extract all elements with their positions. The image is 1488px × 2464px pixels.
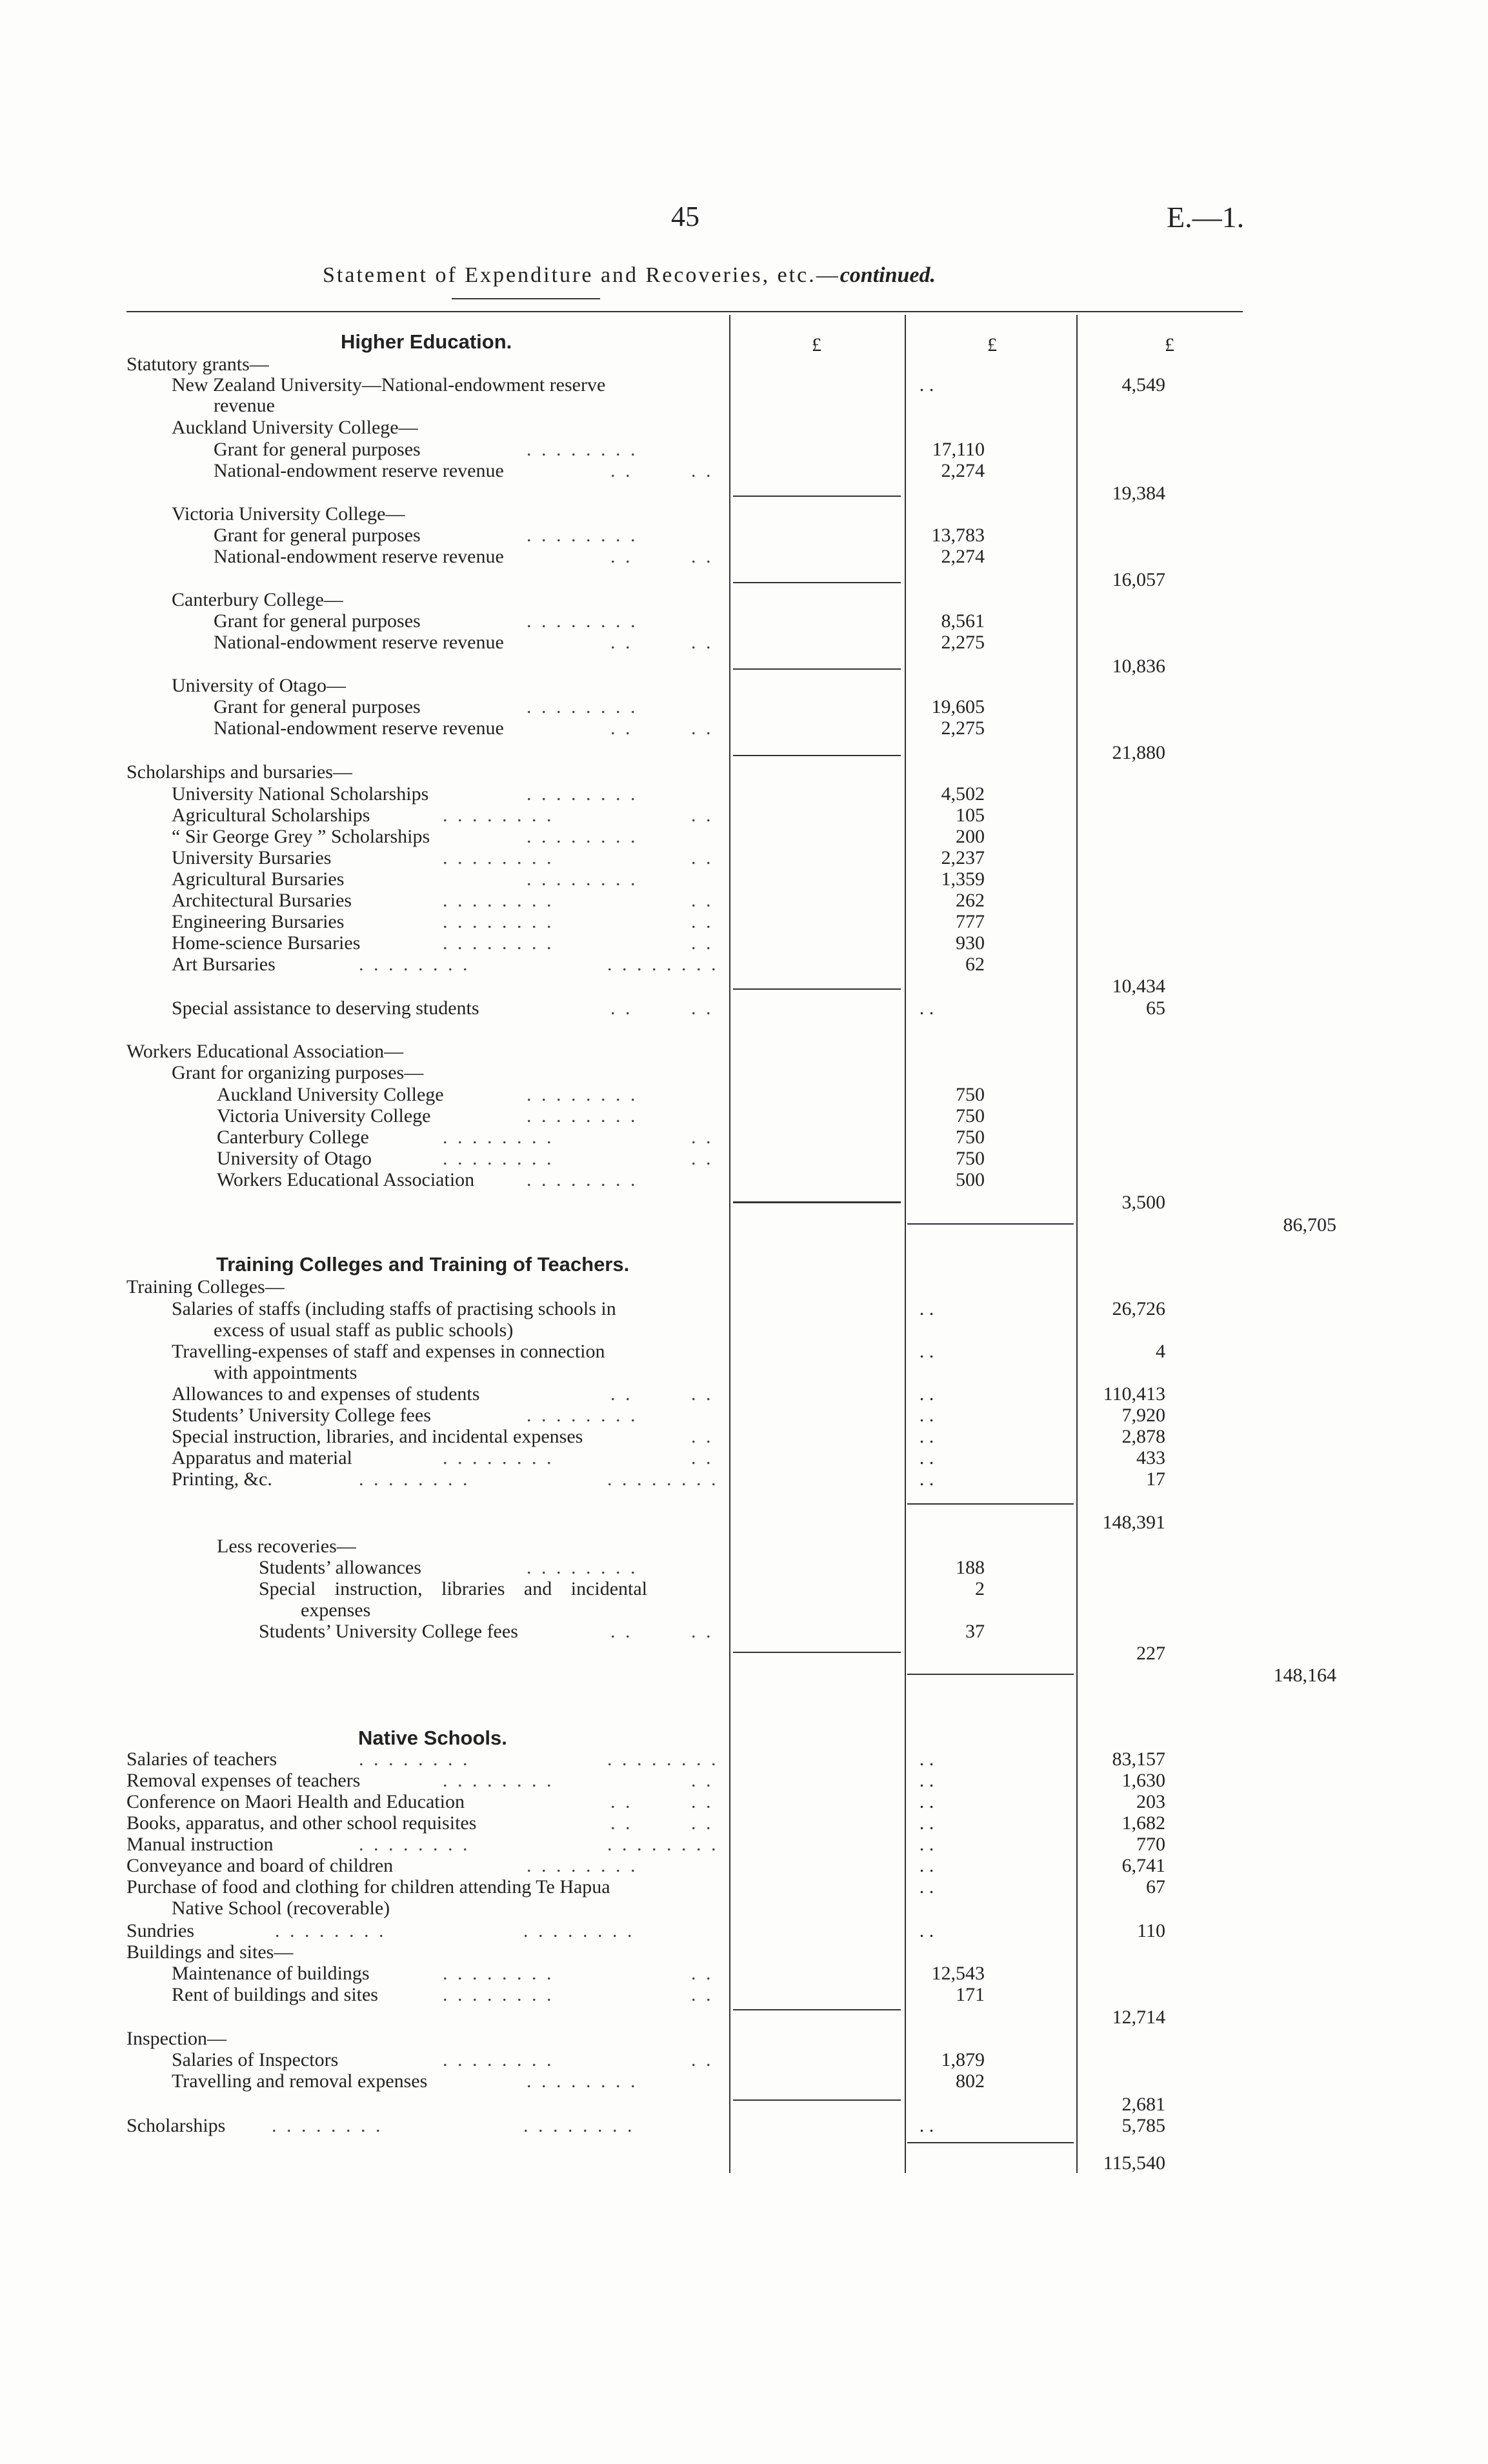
list-item: Architectural Bursaries . . . . . . . . . . 262 xyxy=(172,890,985,911)
recoveries-total-row: 227 xyxy=(1136,1643,1165,1664)
training-total-row: 148,164 xyxy=(1273,1665,1336,1686)
higher-education-total-row: 86,705 xyxy=(1283,1214,1336,1236)
section-title-higher-education: Higher Education. xyxy=(341,330,512,353)
list-item: University of Otago . . . . . . . . . . 750 xyxy=(217,1148,985,1169)
recovery-allowances-row: Students’ allowances . . . . . . . . 188 xyxy=(259,1557,985,1578)
special-assistance-row: Special assistance to deserving students . . . . . . 65 xyxy=(172,997,1165,1019)
wea-grant-heading: Grant for organizing purposes— xyxy=(172,1062,424,1083)
training-salaries-row: Salaries of staffs (including staffs of practising schools in . . 26,726 xyxy=(172,1298,1165,1319)
auckland-endowment-row: National-endowment reserve revenue . . . . 2,274 xyxy=(214,460,985,481)
wea-total-row: 3,500 xyxy=(1121,1192,1165,1213)
list-item: University Bursaries . . . . . . . . . . 2,237 xyxy=(172,847,985,868)
list-item: University National Scholarships . . . . . . . . 4,502 xyxy=(172,783,985,805)
list-item: Manual instruction . . . . . . . . . . . . . . . . . . 770 xyxy=(126,1834,1165,1855)
title-underline xyxy=(452,298,600,299)
auckland-total-row: 19,384 xyxy=(1112,483,1165,504)
list-item: Special instruction, libraries, and incidental expenses . . . . 2,878 xyxy=(172,1426,1165,1447)
list-item: Books, apparatus, and other school requisites . . . . . . 1,682 xyxy=(126,1812,1165,1834)
training-colleges-heading: Training Colleges— xyxy=(126,1276,285,1297)
purchase-food-cont: Native School (recoverable) xyxy=(172,1898,390,1919)
list-item: Conveyance and board of children . . . . . . . . . . 6,741 xyxy=(126,1855,1165,1876)
list-item: Printing, &c. . . . . . . . . . . . . . . . . . . 17 xyxy=(172,1468,1165,1490)
otago-total-row: 21,880 xyxy=(1112,742,1165,763)
list-item: Removal expenses of teachers . . . . . . . . . . . . 1,630 xyxy=(126,1770,1165,1791)
title-continued: continued. xyxy=(840,263,936,287)
top-rule xyxy=(126,311,1243,312)
victoria-heading: Victoria University College— xyxy=(172,503,405,525)
list-item: Apparatus and material . . . . . . . . . . . . 433 xyxy=(172,1447,1165,1468)
nz-university-row: New Zealand University—National-endowment reserve . . 4,549 xyxy=(172,374,1165,396)
training-gross-total-row: 148,391 xyxy=(1102,1512,1165,1533)
list-item: Salaries of teachers . . . . . . . . . . . . . . . . . . 83,157 xyxy=(126,1748,1165,1770)
otago-grant-row: Grant for general purposes . . . . . . . . 19,605 xyxy=(214,696,985,717)
less-recoveries-heading: Less recoveries— xyxy=(217,1536,356,1557)
page-title xyxy=(323,263,936,288)
scholarships-heading: Scholarships and bursaries— xyxy=(126,761,352,783)
travel-row: Travelling and removal expenses . . . . . . . . 802 xyxy=(172,2070,985,2092)
list-item: Victoria University College . . . . . . . . 750 xyxy=(217,1105,985,1127)
list-item: “ Sir George Grey ” Scholarships . . . . . . . . 200 xyxy=(172,826,985,847)
buildings-total-row: 12,714 xyxy=(1112,2007,1165,2028)
canterbury-endowment-row: National-endowment reserve revenue . . . . 2,275 xyxy=(214,632,985,653)
auckland-grant-row: Grant for general purposes . . . . . . . . 17,110 xyxy=(214,439,985,460)
column-header-2: £ xyxy=(987,334,997,356)
page-number: 45 xyxy=(671,201,699,232)
list-item: Art Bursaries . . . . . . . . . . . . . . . . 62 xyxy=(172,954,985,975)
wea-heading: Workers Educational Association— xyxy=(126,1041,404,1062)
document-reference: E.—1. xyxy=(1167,201,1245,234)
list-item: Conference on Maori Health and Education . . . . . . 203 xyxy=(126,1791,1165,1812)
list-item: Allowances to and expenses of students . . . . . . 110,413 xyxy=(172,1383,1165,1405)
rent-row: Rent of buildings and sites . . . . . . . . . . 171 xyxy=(172,1984,985,2005)
canterbury-total-row: 10,836 xyxy=(1112,656,1165,677)
training-salaries-cont: excess of usual staff as public schools) xyxy=(214,1319,514,1341)
recovery-special-row: Special instruction, libraries and incidental 2 xyxy=(259,1578,985,1599)
canterbury-grant-row: Grant for general purposes . . . . . . . . 8,561 xyxy=(214,610,985,632)
maintenance-row: Maintenance of buildings . . . . . . . . . . 12,543 xyxy=(172,1963,985,1984)
victoria-grant-row: Grant for general purposes . . . . . . . . 13,783 xyxy=(214,525,985,546)
otago-heading: University of Otago— xyxy=(172,675,346,696)
native-scholarships-row: Scholarships . . . . . . . . . . . . . . . . . . 5,785 xyxy=(126,2115,1165,2136)
inspectors-row: Salaries of Inspectors . . . . . . . . . . 1,879 xyxy=(172,2049,985,2070)
list-item: Engineering Bursaries . . . . . . . . . . 777 xyxy=(172,911,985,932)
scholarships-total-row: 10,434 xyxy=(1112,976,1165,997)
canterbury-heading: Canterbury College— xyxy=(172,589,343,610)
training-travelling-row: Travelling-expenses of staff and expenses in connection . . 4 xyxy=(172,1341,1165,1362)
column-header-3: £ xyxy=(1165,334,1174,356)
sundries-row: Sundries . . . . . . . . . . . . . . . . . . 110 xyxy=(126,1920,1165,1941)
section-title-native-schools: Native Schools. xyxy=(358,1727,507,1749)
column-header-1: £ xyxy=(812,334,821,356)
recovery-special-cont: expenses xyxy=(301,1599,371,1621)
title-main: Statement of Expenditure and Recoveries, etc.— xyxy=(323,263,840,287)
statutory-grants-heading: Statutory grants— xyxy=(126,354,269,375)
list-item: Workers Educational Association . . . . . . . . 500 xyxy=(217,1169,985,1190)
list-item: Students’ University College fees . . . . . . . . . . 7,920 xyxy=(172,1405,1165,1426)
list-item: Agricultural Bursaries . . . . . . . . 1,359 xyxy=(172,868,985,890)
nz-university-cont: revenue xyxy=(214,395,275,416)
section-title-training: Training Colleges and Training of Teachers. xyxy=(216,1253,630,1276)
victoria-endowment-row: National-endowment reserve revenue . . . . 2,274 xyxy=(214,546,985,567)
buildings-heading: Buildings and sites— xyxy=(126,1941,294,1963)
list-item: Agricultural Scholarships . . . . . . . . . . 105 xyxy=(172,805,985,826)
native-total-rule xyxy=(907,2142,1074,2143)
list-item: Home-science Bursaries . . . . . . . . . . 930 xyxy=(172,932,985,954)
purchase-food-row: Purchase of food and clothing for children attending Te Hapua . . 67 xyxy=(126,1876,1165,1898)
recovery-fees-row: Students’ University College fees . . . . 37 xyxy=(259,1621,985,1642)
auckland-heading: Auckland University College— xyxy=(172,417,418,438)
otago-endowment-row: National-endowment reserve revenue . . . . 2,275 xyxy=(214,717,985,739)
native-total-row: 115,540 xyxy=(1103,2152,1165,2174)
training-gross-rule xyxy=(907,1503,1074,1505)
list-item: Canterbury College . . . . . . . . . . 750 xyxy=(217,1127,985,1148)
victoria-total-row: 16,057 xyxy=(1112,569,1165,590)
training-travelling-cont: with appointments xyxy=(214,1362,357,1383)
inspection-heading: Inspection— xyxy=(126,2028,226,2049)
inspection-total-row: 2,681 xyxy=(1121,2094,1165,2115)
list-item: Auckland University College . . . . . . . . 750 xyxy=(217,1084,985,1105)
